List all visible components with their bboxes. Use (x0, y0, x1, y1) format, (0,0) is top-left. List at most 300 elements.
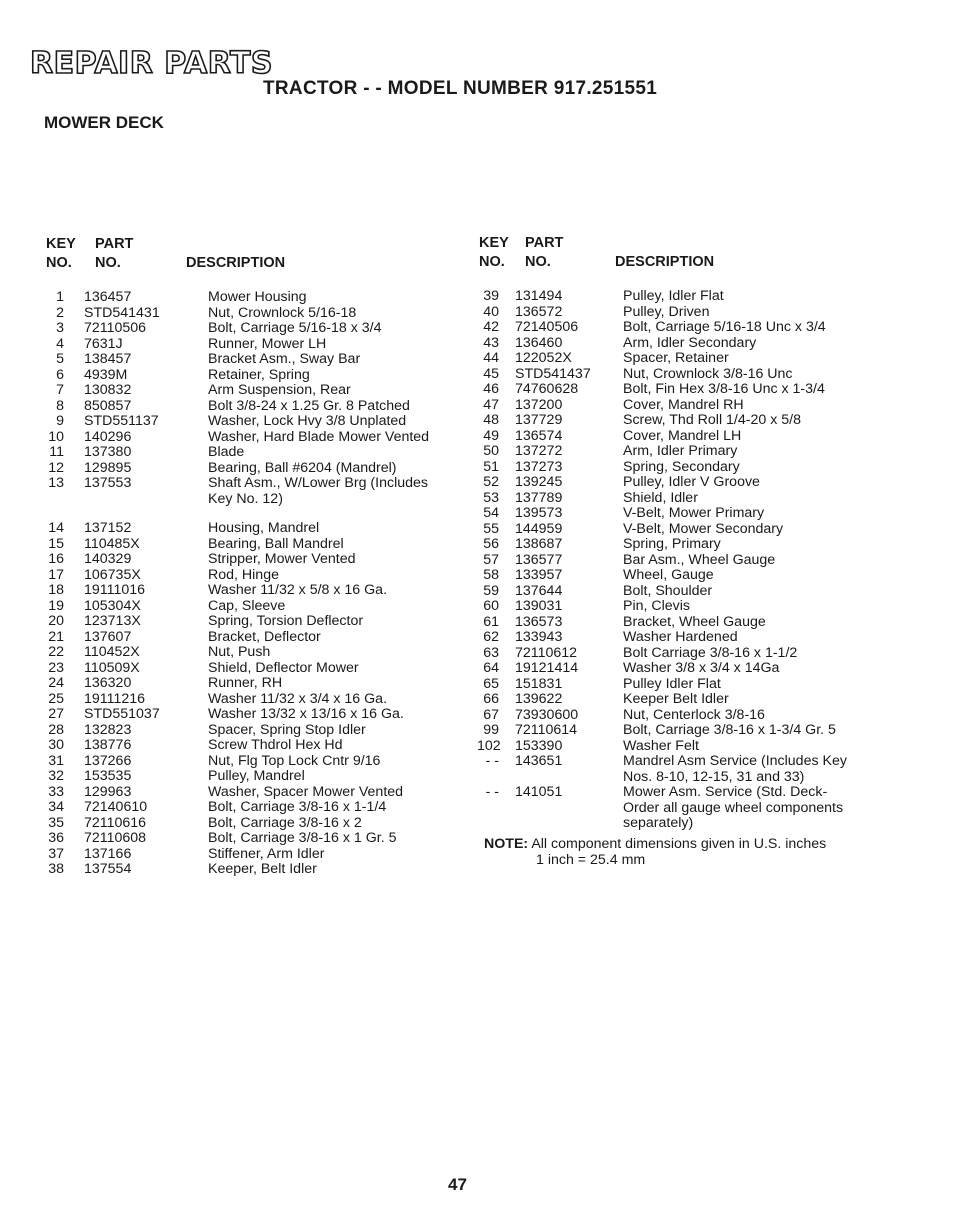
part-number-cell: 4939M (84, 366, 128, 383)
key-cell: 13 (48, 475, 64, 491)
part-number-cell: STD551137 (84, 413, 159, 429)
part-number-cell: 137607 (84, 628, 132, 645)
table-row (44, 661, 444, 677)
description-cell: Bolt 3/8-24 x 1.25 Gr. 8 Patched (208, 397, 410, 414)
key-cell: 54 (483, 505, 499, 521)
description-cell: Bar Asm., Wheel Gauge (623, 551, 776, 568)
key-cell: 65 (483, 675, 499, 692)
table-row (44, 800, 444, 816)
description-cell: Nut, Flg Top Lock Cntr 9/16 (208, 752, 381, 769)
part-number-cell: 137644 (515, 582, 563, 599)
table-row (477, 553, 897, 569)
part-number-cell: 122052X (515, 350, 572, 366)
description-cell: Washer, Lock Hvy 3/8 Unplated (208, 413, 407, 429)
description-cell: separately) (623, 815, 694, 831)
description-cell: Washer 11/32 x 3/4 x 16 Ga. (208, 690, 388, 707)
table-row (477, 429, 897, 445)
description-cell: Cover, Mandrel LH (623, 427, 742, 444)
part-number-cell: 72110612 (515, 644, 578, 661)
key-cell: 32 (48, 768, 64, 784)
key-cell: 60 (483, 598, 499, 614)
key-cell: 28 (48, 721, 64, 738)
table-row (477, 460, 897, 476)
header-key-no: NO. (479, 254, 505, 270)
key-cell: 18 (48, 582, 64, 598)
table-row (44, 537, 444, 553)
table-row (477, 677, 897, 693)
parts-table-left (44, 236, 444, 878)
part-number-cell: 137554 (84, 861, 132, 877)
table-row (44, 476, 444, 492)
description-cell: Bracket, Deflector (208, 628, 321, 645)
description-cell: Spacer, Retainer (623, 350, 729, 366)
key-cell: 34 (48, 799, 64, 815)
section-heading: MOWER DECK (44, 113, 164, 132)
part-number-cell: 138457 (84, 351, 132, 367)
key-cell: 11 (49, 444, 64, 460)
key-cell: 61 (483, 613, 499, 630)
key-cell: 42 (483, 319, 499, 335)
part-number-cell: 72110506 (84, 320, 147, 336)
part-number-cell: 137152 (84, 520, 132, 536)
key-cell: 66 (483, 691, 499, 707)
part-number-cell: 137200 (515, 396, 563, 413)
key-cell: 46 (483, 381, 499, 397)
header-part: PART (525, 235, 564, 251)
key-cell: 53 (483, 489, 499, 506)
description-cell: Bolt, Carriage 3/8-16 x 1 Gr. 5 (208, 830, 397, 846)
part-number-cell: 131494 (515, 288, 563, 304)
table-row (477, 770, 897, 786)
key-cell: 55 (483, 520, 499, 537)
header-description: DESCRIPTION (186, 255, 286, 271)
description-cell: Screw, Thd Roll 1/4-20 x 5/8 (623, 412, 801, 428)
description-cell: Washer, Spacer Mower Vented (208, 783, 404, 800)
description-cell: Shaft Asm., W/Lower Brg (Includes (208, 475, 428, 491)
part-number-cell: 110509X (84, 659, 140, 676)
key-cell: 2 (56, 304, 64, 321)
key-cell: - - (485, 784, 499, 800)
key-cell: 31 (48, 752, 64, 769)
part-number-cell: 140329 (84, 551, 132, 567)
description-cell: Key No. 12) (208, 490, 283, 507)
table-row (44, 769, 444, 785)
table-row (477, 723, 897, 739)
description-cell: Bolt, Carriage 5/16-18 Unc x 3/4 (623, 319, 826, 335)
key-cell: 17 (48, 566, 64, 583)
table-row (44, 461, 444, 477)
part-number-cell: 144959 (515, 520, 563, 537)
part-number-cell: STD551037 (84, 706, 160, 722)
description-cell: Washer 13/32 x 13/16 x 16 Ga. (208, 706, 404, 722)
part-number-cell: 137266 (84, 752, 132, 769)
part-number-cell: 110485X (84, 535, 140, 552)
description-cell: Runner, RH (208, 675, 283, 691)
key-cell: 39 (483, 288, 499, 304)
key-cell: 58 (483, 567, 499, 583)
key-cell: 51 (483, 458, 499, 475)
part-number-cell: 850857 (84, 397, 132, 414)
part-number-cell: 140296 (84, 428, 132, 445)
description-cell: Washer, Hard Blade Mower Vented (208, 428, 430, 445)
table-row (477, 661, 897, 677)
description-cell: Housing, Mandrel (208, 520, 320, 536)
key-cell: 20 (48, 613, 64, 629)
part-number-cell: 72110614 (515, 722, 578, 738)
table-row (477, 398, 897, 414)
part-number-cell: 19121414 (515, 660, 579, 676)
table-row (44, 738, 444, 754)
part-number-cell: 133943 (515, 629, 563, 645)
part-number-cell: 139622 (515, 691, 563, 707)
description-cell: Retainer, Spring (208, 366, 310, 383)
dimension-note (477, 836, 897, 868)
part-number-cell: 136574 (515, 427, 563, 444)
table-row (44, 630, 444, 646)
key-cell: 9 (56, 413, 64, 429)
note-text: All component dimensions given in U.S. inches (531, 835, 827, 852)
description-cell: V-Belt, Mower Secondary (623, 520, 784, 537)
part-number-cell: 139031 (515, 598, 563, 614)
table-row (477, 413, 897, 429)
description-cell: Spring, Secondary (623, 458, 740, 475)
key-cell: 57 (483, 551, 499, 568)
part-number-cell (499, 801, 619, 817)
table-row (477, 692, 897, 708)
table-row (477, 367, 897, 383)
part-number-cell: 105304X (84, 597, 141, 614)
part-number-cell: 137553 (84, 475, 132, 491)
description-cell: Nut, Push (208, 644, 271, 660)
key-cell: 49 (483, 427, 499, 444)
description-cell: Stripper, Mower Vented (208, 551, 356, 567)
key-cell (477, 801, 499, 817)
part-number-cell: 72140610 (84, 799, 148, 815)
description-cell: Bolt, Carriage 3/8-16 x 2 (208, 814, 362, 831)
key-cell: 8 (56, 397, 64, 414)
description-cell: Bearing, Ball Mandrel (208, 535, 344, 552)
key-cell: 62 (483, 629, 499, 645)
description-cell: Bracket, Wheel Gauge (623, 613, 766, 630)
description-cell: Mower Housing (208, 289, 307, 305)
part-number-cell: 153390 (515, 737, 563, 754)
table-row (477, 630, 897, 646)
key-cell: 36 (48, 830, 64, 846)
table-row (477, 351, 897, 367)
table-row (44, 521, 444, 537)
key-cell: 44 (483, 350, 499, 366)
key-cell: 6 (56, 366, 64, 383)
description-cell: Spacer, Spring Stop Idler (208, 721, 366, 738)
table-row (44, 583, 444, 599)
table-row (477, 646, 897, 662)
part-number-cell: 137380 (84, 444, 132, 460)
description-cell: Nut, Crownlock 3/8-16 Unc (623, 365, 793, 382)
part-number-cell: 143651 (515, 753, 563, 769)
part-number-cell: 139573 (515, 505, 563, 521)
part-number-cell: 133957 (515, 567, 563, 583)
key-cell: 21 (48, 628, 64, 645)
table-row (44, 862, 444, 878)
part-number-cell: 110452X (84, 644, 140, 660)
description-cell: Washer 3/8 x 3/4 x 14Ga (623, 660, 780, 676)
part-number-cell: 138776 (84, 737, 132, 753)
part-number-cell: 132823 (84, 721, 132, 738)
table-row (477, 708, 897, 724)
table-row (477, 305, 897, 321)
description-cell: Cap, Sleeve (208, 597, 286, 614)
key-cell: 4 (56, 335, 64, 352)
key-cell: 19 (48, 597, 64, 614)
description-cell: Keeper, Belt Idler (208, 861, 317, 877)
description-cell: Shield, Idler (623, 489, 698, 506)
key-cell: 35 (48, 814, 64, 831)
part-number-cell: 106735X (84, 566, 141, 583)
description-cell: Bolt, Carriage 3/8-16 x 1-1/4 (208, 799, 387, 815)
parts-table-right (477, 235, 897, 868)
description-cell: Arm, Idler Secondary (623, 334, 757, 351)
part-number-cell: 151831 (515, 675, 563, 692)
table-row (477, 444, 897, 460)
key-cell: 10 (48, 428, 64, 445)
part-number-cell: 137272 (515, 443, 563, 459)
table-row (477, 615, 897, 631)
note-conversion: 1 inch = 25.4 mm (536, 851, 646, 868)
parts-list-left (44, 290, 444, 878)
part-number-cell: 138687 (515, 536, 563, 552)
note-label: NOTE: (484, 835, 529, 852)
description-cell: Bracket Asm., Sway Bar (208, 351, 361, 367)
description-cell: Pulley, Idler V Groove (623, 474, 760, 490)
table-row (44, 754, 444, 770)
part-number-cell: 139245 (515, 474, 563, 490)
key-cell: 59 (483, 582, 499, 599)
table-row (44, 816, 444, 832)
key-cell: 15 (48, 535, 64, 552)
key-cell: 22 (48, 644, 64, 660)
part-number-cell: 130832 (84, 382, 132, 398)
table-row (477, 785, 897, 801)
part-number-cell: 136573 (515, 613, 563, 630)
table-row (477, 754, 897, 770)
page-number: 47 (448, 1175, 467, 1194)
key-cell: 45 (483, 365, 499, 382)
description-cell: Mower Asm. Service (Std. Deck- (623, 784, 828, 800)
table-row (44, 645, 444, 661)
table-row (44, 290, 444, 306)
key-cell: 47 (483, 396, 499, 413)
description-cell: Screw Thdrol Hex Hd (208, 737, 343, 753)
description-cell: Bolt, Carriage 5/16-18 x 3/4 (208, 320, 382, 336)
part-number-cell: 136577 (515, 551, 563, 568)
description-cell: Washer Felt (623, 737, 699, 754)
part-number-cell: STD541431 (84, 304, 160, 321)
table-header (477, 235, 897, 277)
description-cell: Nut, Centerlock 3/8-16 (623, 706, 765, 723)
part-number-cell: 153535 (84, 768, 132, 784)
description-cell: Pulley, Idler Flat (623, 288, 724, 304)
table-row (44, 692, 444, 708)
key-cell: 1 (56, 289, 64, 305)
description-cell: V-Belt, Mower Primary (623, 505, 765, 521)
table-row (44, 383, 444, 399)
part-number-cell: 123713X (84, 613, 141, 629)
part-number-cell: 137729 (515, 412, 563, 428)
header-part-no: NO. (525, 254, 551, 270)
table-row (44, 552, 444, 568)
key-cell: 102 (477, 737, 501, 754)
description-cell: Cover, Mandrel RH (623, 396, 744, 413)
table-row (44, 399, 444, 415)
description-cell: Stiffener, Arm Idler (208, 845, 325, 862)
table-row (477, 506, 897, 522)
description-cell: Pulley Idler Flat (623, 675, 721, 692)
part-number-cell: STD541437 (515, 365, 591, 382)
description-cell: Spring, Torsion Deflector (208, 613, 364, 629)
description-cell: Pulley, Mandrel (208, 768, 305, 784)
description-cell: Nos. 8-10, 12-15, 31 and 33) (623, 768, 805, 785)
key-cell: - - (485, 753, 499, 769)
key-cell: 23 (48, 659, 64, 676)
part-number-cell: 129895 (84, 459, 132, 476)
part-number-cell: 72110616 (84, 814, 147, 831)
part-number-cell: 7631J (84, 335, 123, 352)
table-row (44, 568, 444, 584)
part-number-cell (499, 770, 619, 786)
description-cell: Washer Hardened (623, 629, 738, 645)
table-row (44, 430, 444, 446)
key-cell: 7 (56, 382, 64, 398)
page-title: REPAIR PARTS (30, 46, 274, 81)
part-number-cell (499, 816, 619, 832)
key-cell: 25 (48, 690, 64, 707)
description-cell: Washer 11/32 x 5/8 x 16 Ga. (208, 582, 388, 598)
part-number-cell: 136320 (84, 675, 132, 691)
part-number-cell: 73930600 (515, 706, 579, 723)
table-row (477, 289, 897, 305)
table-row (477, 320, 897, 336)
table-row (44, 847, 444, 863)
key-cell (477, 816, 499, 832)
table-row (477, 739, 897, 755)
header-description: DESCRIPTION (615, 254, 715, 270)
key-cell: 64 (483, 660, 499, 676)
description-cell: Shield, Deflector Mower (208, 659, 359, 676)
key-cell: 50 (483, 443, 499, 459)
description-cell: Bolt Carriage 3/8-16 x 1-1/2 (623, 644, 798, 661)
key-cell: 16 (48, 551, 64, 567)
part-number-cell: 19111016 (84, 582, 146, 598)
part-number-cell: 72140506 (515, 319, 579, 335)
description-cell: Nut, Crownlock 5/16-18 (208, 304, 357, 321)
table-header (44, 236, 444, 278)
table-row (477, 537, 897, 553)
key-cell: 37 (48, 845, 64, 862)
description-cell: Wheel, Gauge (623, 567, 714, 583)
description-cell: Bolt, Carriage 3/8-16 x 1-3/4 Gr. 5 (623, 722, 836, 738)
key-cell: 67 (483, 706, 499, 723)
key-cell: 24 (48, 675, 64, 691)
key-cell (44, 492, 64, 508)
table-row (477, 816, 897, 832)
description-cell: Pulley, Driven (623, 303, 710, 320)
key-cell: 99 (483, 722, 499, 738)
key-cell: 52 (483, 474, 499, 490)
description-cell: Keeper Belt Idler (623, 691, 729, 707)
key-cell (477, 770, 499, 786)
part-number-cell: 136457 (84, 289, 132, 305)
header-part-no: NO. (95, 255, 121, 271)
description-cell: Pin, Clevis (623, 598, 691, 614)
part-number-cell: 136460 (515, 334, 563, 351)
table-row (44, 414, 444, 430)
table-row (44, 445, 444, 461)
table-row (477, 599, 897, 615)
key-cell: 33 (48, 783, 64, 800)
description-cell: Mandrel Asm Service (Includes Key (623, 753, 847, 769)
table-row (477, 382, 897, 398)
header-key: KEY (46, 236, 76, 252)
key-cell: 3 (56, 320, 64, 336)
table-row (44, 368, 444, 384)
key-cell: 43 (483, 334, 499, 351)
part-number-cell (64, 492, 188, 508)
table-row (44, 306, 444, 322)
key-cell: 40 (483, 303, 499, 320)
part-number-cell: 141051 (515, 784, 563, 800)
header-key: KEY (479, 235, 509, 251)
table-row (477, 584, 897, 600)
table-row (44, 723, 444, 739)
description-cell: Runner, Mower LH (208, 335, 327, 352)
table-row (477, 801, 897, 817)
parts-list-right (477, 289, 897, 832)
part-number-cell: 137166 (84, 845, 132, 862)
table-row (44, 492, 444, 508)
part-number-cell: 72110608 (84, 830, 147, 846)
description-cell: Bearing, Ball #6204 (Mandrel) (208, 459, 397, 476)
key-cell: 27 (48, 706, 64, 722)
table-row (44, 676, 444, 692)
table-row (477, 336, 897, 352)
part-number-cell: 136572 (515, 303, 563, 320)
description-cell: Rod, Hinge (208, 566, 279, 583)
key-cell: 48 (483, 412, 499, 428)
table-row (44, 352, 444, 368)
description-cell: Arm, Idler Primary (623, 443, 738, 459)
part-number-cell: 129963 (84, 783, 132, 800)
table-row (477, 568, 897, 584)
key-cell: 12 (48, 459, 64, 476)
description-cell: Bolt, Fin Hex 3/8-16 Unc x 1-3/4 (623, 381, 825, 397)
header-part: PART (95, 236, 134, 252)
key-cell: 30 (48, 737, 64, 753)
description-cell: Blade (208, 444, 245, 460)
table-row (44, 614, 444, 630)
table-row (44, 785, 444, 801)
description-cell: Bolt, Shoulder (623, 582, 713, 599)
key-cell: 56 (483, 536, 499, 552)
key-cell: 63 (483, 644, 499, 661)
table-row (477, 522, 897, 538)
header-key-no: NO. (46, 255, 72, 271)
table-row (477, 475, 897, 491)
table-row (44, 831, 444, 847)
model-subtitle: TRACTOR - - MODEL NUMBER 917.251551 (263, 78, 658, 99)
description-cell: Arm Suspension, Rear (208, 382, 351, 398)
table-row (477, 491, 897, 507)
table-row (44, 707, 444, 723)
